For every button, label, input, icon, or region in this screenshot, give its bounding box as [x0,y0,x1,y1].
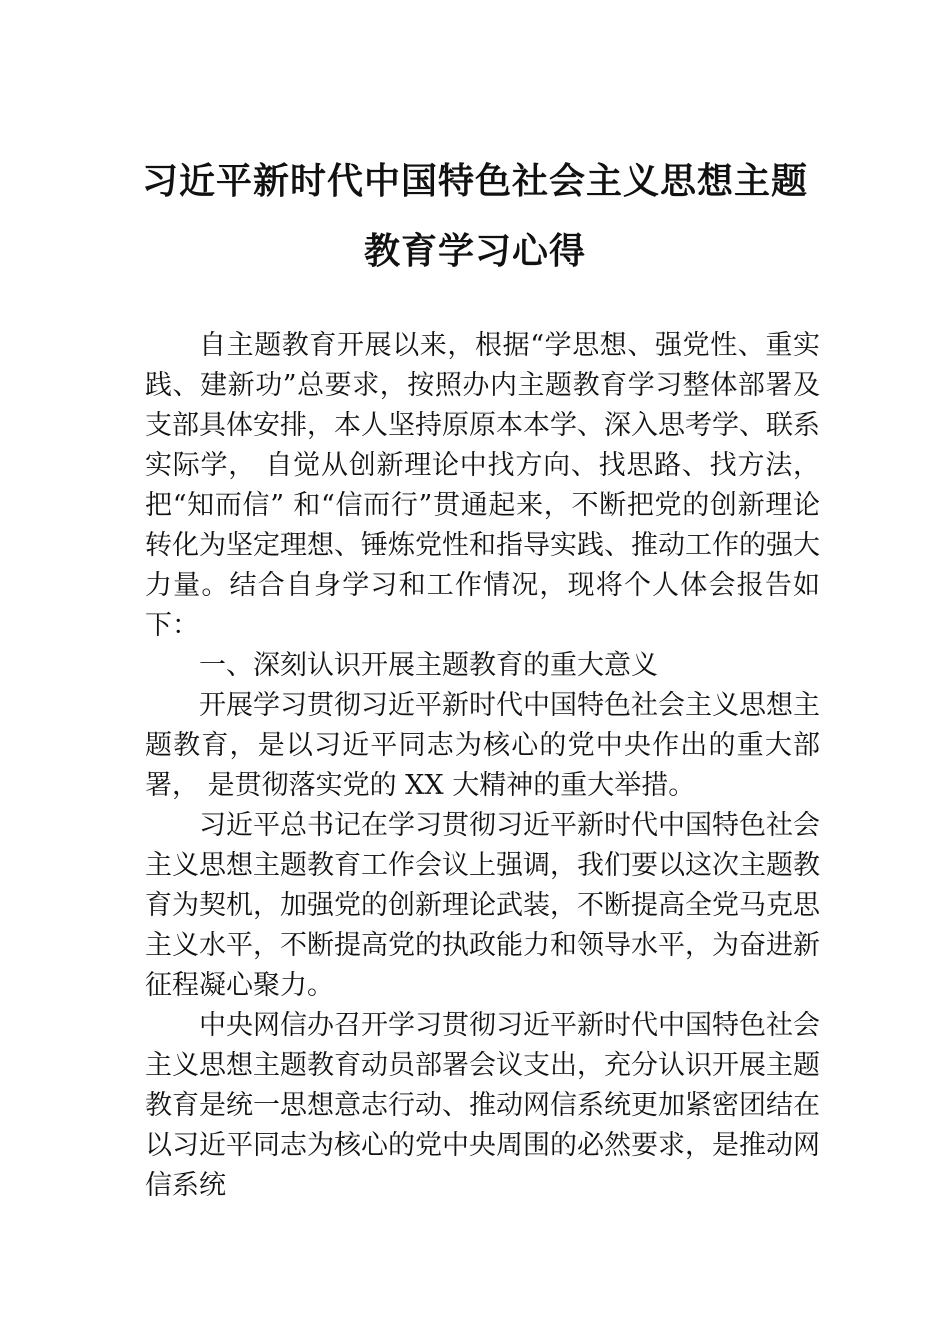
section-heading-1: 一、深刻认识开展主题教育的重大意义 [199,650,658,681]
paragraph-significance: 开展学习贯彻习近平新时代中国特色社会主义思想主题教育，是以习近平同志为核心的党中央作出的重大部署， 是贯彻落实党的 XX 大精神的重大举措。 [145,690,820,801]
paragraph-cac-meeting: 中央网信办召开学习贯彻习近平新时代中国特色社会主义思想主题教育动员部署会议支出，充分认识开展主题教育是统一思想意志行动、推动网信系统更加紧密团结在以习近平同志为核心的党中央周围的必然要求，是推动网信系统 [145,1010,820,1201]
document-title-line-2: 教育学习心得 [363,231,586,272]
paragraph-intro: 自主题教育开展以来，根据“学思想、强党性、重实践、建新功”总要求，按照办内主题教育学习整体部署及支部具体安排，本人坚持原原本本学、深入思考学、联系实际学， 自觉从创新理论中找方向、找思路、找方法，把“知而信” 和“信而行”贯通起来，不断把党的创新理论转化为坚定理想、锤炼党性和指导实践、推动工作的强大力量。结合自身学习和工作情况，现将个人体会报告如下： [145,330,820,641]
paragraph-general-secretary: 习近平总书记在学习贯彻习近平新时代中国特色社会主义思想主题教育工作会议上强调，我们要以这次主题教育为契机，加强党的创新理论武装，不断提高全党马克思主义水平，不断提高党的执政能力和领导水平，为奋进新征程凝心聚力。 [145,810,820,1001]
document-title-line-1: 习近平新时代中国特色社会主义思想主题 [141,161,808,202]
document-body [145,326,820,1206]
